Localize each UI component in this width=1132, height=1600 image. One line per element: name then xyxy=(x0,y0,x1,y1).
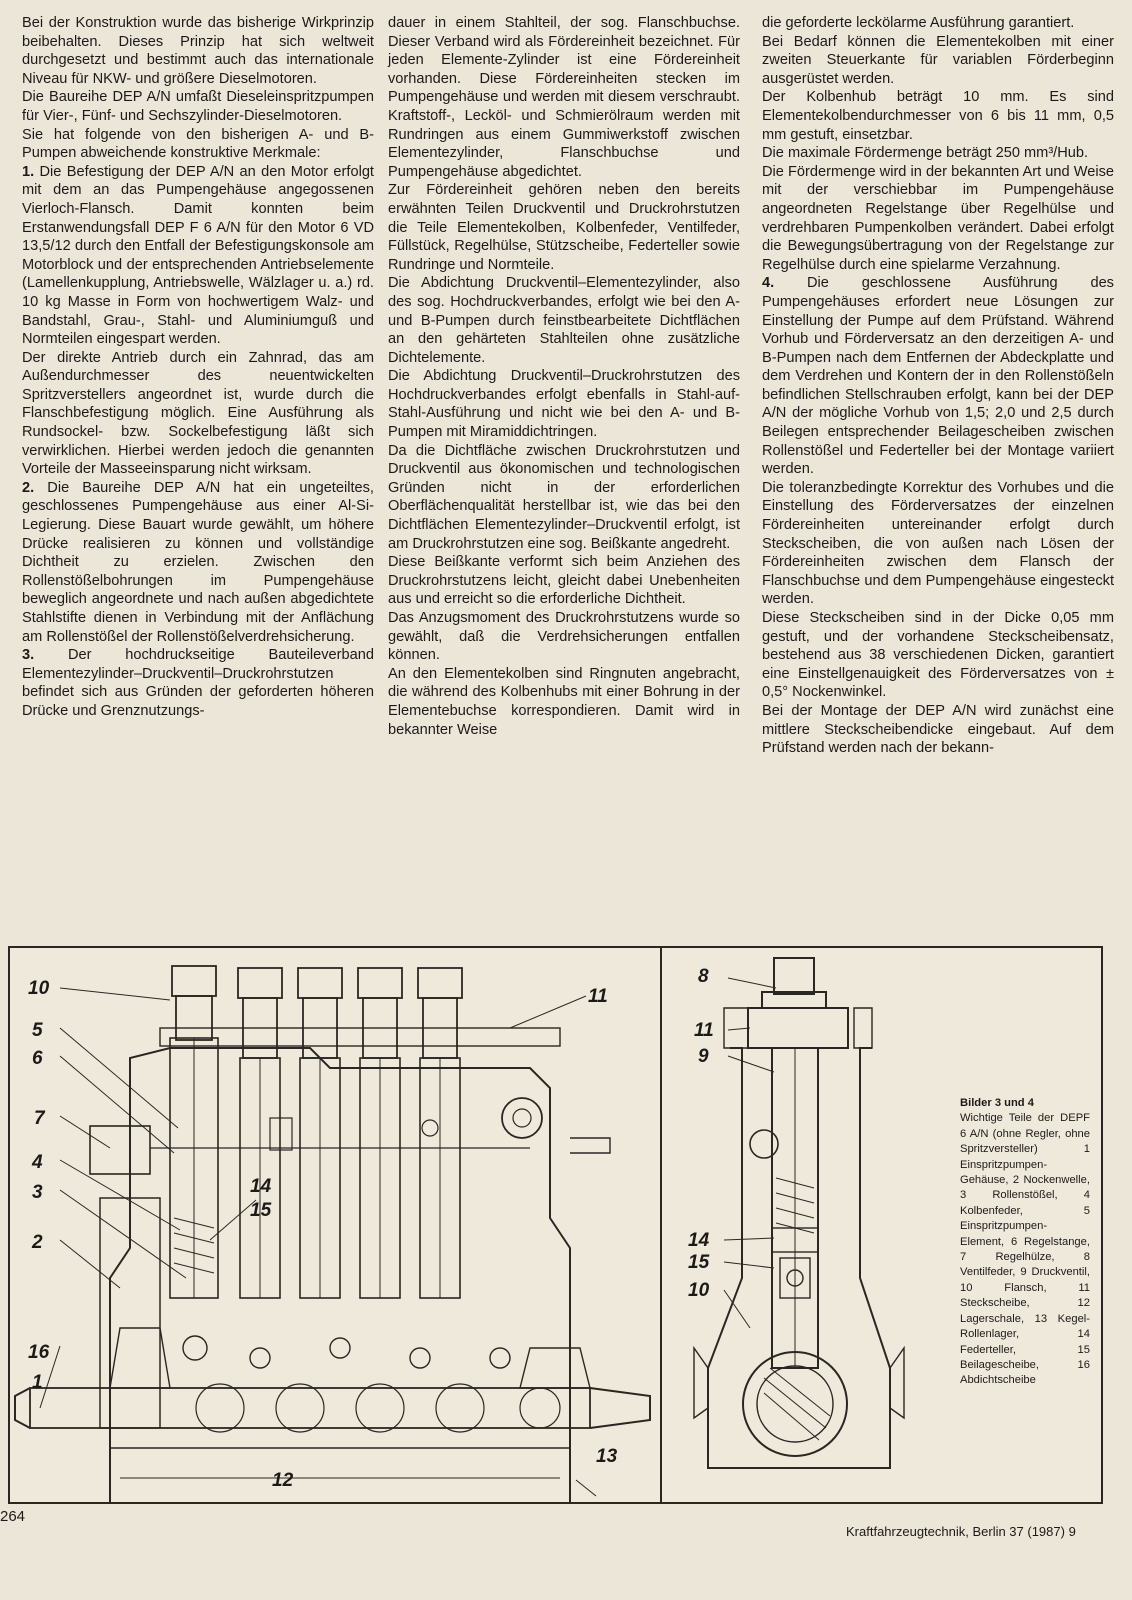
footer-source: Kraftfahrzeugtechnik, Berlin 37 (1987) 9 xyxy=(846,1524,1076,1539)
paragraph xyxy=(762,702,1114,758)
paragraph xyxy=(22,349,374,479)
paragraph xyxy=(762,274,1114,479)
paragraph-text: Zur Fördereinheit gehören neben den bereits erwähnten Teilen Druckventil und Druckrohrstutzen die Teile Elementekolben, Kolbenfeder, Ventilfeder, Füllstück, Regelhülse, Stützscheibe, Federteller sowie Rundringe und Normteile. xyxy=(388,182,740,273)
label-3-left: 3 xyxy=(32,1182,43,1203)
text-column-1 xyxy=(22,14,374,721)
label-12-left: 12 xyxy=(272,1470,294,1491)
paragraph xyxy=(762,88,1114,144)
paragraph xyxy=(22,88,374,125)
paragraph xyxy=(762,14,1114,33)
paragraph-text: Bei der Montage der DEP A/N wird zunächst eine mittlere Steckscheibendicke eingebaut. Auf dem Prüfstand werden nach der bekann- xyxy=(762,702,1114,757)
paragraph-text: Die Baureihe DEP A/N umfaßt Dieseleinspritzpumpen für Vier-, Fünf- und Sechszylinder-Dieselmotoren. xyxy=(22,89,374,124)
paragraph-text: Das Anzugsmoment des Druckrohrstutzens wurde so gewählt, daß die Verdrehsicherungen entfallen können. xyxy=(388,610,740,664)
paragraph-text: An den Elementekolben sind Ringnuten angebracht, die während des Kolbenhubs mit einer Bohrung in der Elementebuchse korrespondieren. Damit wird in bekannter Weise xyxy=(388,665,740,738)
paragraph-text: Der hochdruckseitige Bauteileverband Elementezylinder–Druckventil–Druckrohrstutzen befindet sich aus Gründen der geforderten höheren Drücke und Grenznutzungs- xyxy=(22,647,374,719)
list-number: 4. xyxy=(762,275,775,292)
paragraph xyxy=(22,163,374,349)
label-1-left: 1 xyxy=(32,1372,43,1393)
paragraph-text: Die Fördermenge wird in der bekannten Art und Weise mit der verschiebbar im Pumpengehäuse angeordneten Regelstange über Regelhülse und verdrehbaren Pumpenkolben verändert. Dabei erfolgt die Bewegungsübertragung von der Regelstange zur Regelhülse durch eine spielarme Verzahnung. xyxy=(762,163,1114,273)
label-14-right: 14 xyxy=(688,1230,710,1251)
paragraph-text: Die Abdichtung Druckventil–Druckrohrstutzen des Hochdruckverbandes erfolgt ebenfalls in Stahl-auf-Stahl-Ausführung und nicht wie bei den A- und B-Pumpen mit Miramiddichtringen. xyxy=(388,368,740,441)
label-14-left: 14 xyxy=(250,1176,272,1197)
page-number: 264 xyxy=(0,1508,26,1525)
paragraph xyxy=(762,163,1114,275)
label-11-right: 11 xyxy=(694,1020,714,1041)
paragraph-text: Die toleranzbedingte Korrektur des Vorhubes und die Einstellung des Förderversatzes der einzelnen Fördereinheiten untereinander erfolgt durch Steckscheiben, die von außen nach Lösen der Fördereinheiten zwischen dem Flansch der Flanschbuchse und dem Pumpengehäuse eingesteckt werden. xyxy=(762,479,1114,608)
pump-cross-section-drawing xyxy=(664,948,954,1502)
paragraph xyxy=(388,665,740,739)
paragraph-text: Die Befestigung der DEP A/N an den Motor erfolgt mit dem an das Pumpengehäuse angegossenen Vierloch-Flansch. Damit konnten beim Erstanwendungsfall DEP F 6 A/N für den Motor 6 VD 13,5/12 durch den Entfall der Befestigungskonsole am Motorblock und der entsprechenden Antriebselemente (Lamellenkupplung, Antriebswelle, Wälzlager u. a.) rd. 10 kg Masse in Form von hochwertigem Walz- und Bandstahl, Grau-, Stahl- und Aluminiumguß und Normteilen eingespart werden. xyxy=(22,163,374,348)
paragraph-text: Der direkte Antrieb durch ein Zahnrad, das am Außendurchmesser des neuentwickelten Spritzverstellers angeordnet ist, wurde durch die Flanschbefestigung möglich. Eine Ausführung als Rundsockel- bzw. Sockelbefestigung läßt sich verwirklichen. Hierbei werden jedoch die genannten Vorteile der Masseeinsparung nicht wirksam. xyxy=(22,349,374,478)
paragraph xyxy=(22,126,374,163)
paragraph xyxy=(762,144,1114,163)
label-6-left: 6 xyxy=(32,1048,43,1069)
paragraph xyxy=(388,274,740,367)
pump-longitudinal-section-drawing xyxy=(10,948,658,1502)
label-9-right: 9 xyxy=(698,1046,709,1067)
paragraph-text: die geforderte leckölarme Ausführung garantiert. xyxy=(762,15,1075,31)
paragraph-text: Die geschlossene Ausführung des Pumpengehäuses erfordert neue Lösungen zur Einstellung der Pumpe auf dem Prüfstand. Während Vorhub und Förderversatz an den derzeitigen A- und B-Pumpen nach dem Entfernen der Abdeckplatte und dem Verdrehen und Kontern der in den Rollenstößeln befindlichen Stellschrauben erfolgt, kann bei der DEP A/N der mögliche Vorhub von 1,5; 2,0 und 2,5 durch Beilegen entsprechender Beilagescheiben zwischen Rollenstößel und Federteller bei der Montage variiert werden. xyxy=(762,275,1114,478)
label-15-right: 15 xyxy=(688,1252,710,1273)
paragraph-text: Die Baureihe DEP A/N hat ein ungeteiltes, geschlossenes Pumpengehäuse aus einer Al-Si-Legierung. Diese Bauart wurde gewählt, um höhere Drücke realisieren zu können und vollständige Dichtheit zu erzielen. Zwischen den Rollenstößelbohrungen im Pumpengehäuse beweglich angeordnete und nach außen abgedichtete Stahlstifte dienen in Verbindung mit der Anflächung am Rollenstößel der Rollenstößelverdrehsicherung. xyxy=(22,479,374,645)
paragraph xyxy=(388,181,740,274)
paragraph xyxy=(388,609,740,665)
paragraph xyxy=(762,609,1114,702)
text-column-2 xyxy=(388,14,740,739)
label-2-left: 2 xyxy=(32,1232,43,1253)
label-8-right: 8 xyxy=(698,966,709,987)
caption-text: Wichtige Teile der DEPF 6 A/N (ohne Regler, ohne Spritzversteller) 1 Einspritzpumpen-Gehäuse, 2 Nockenwelle, 3 Rollenstößel, 4 Kolbenfeder, 5 Einspritzpumpen-Element, 6 Regelstange, 7 Regelhülze, 8 Ventilfeder, 9 Druckventil, 10 Flansch, 11 Steckscheibe, 12 Lagerschale, 13 Kegel-Rollenlager, 14 Federteller, 15 Beilagescheibe, 16 Abdichtscheibe xyxy=(960,1112,1090,1387)
label-4-left: 4 xyxy=(32,1152,43,1173)
text-column-3 xyxy=(762,14,1114,758)
caption-title: Bilder 3 und 4 xyxy=(960,1097,1034,1109)
list-number: 3. xyxy=(22,647,35,664)
paragraph xyxy=(762,479,1114,609)
label-7-left: 7 xyxy=(34,1108,45,1129)
list-number: 2. xyxy=(22,479,35,496)
paragraph-text: Sie hat folgende von den bisherigen A- und B-Pumpen abweichende konstruktive Merkmale: xyxy=(22,126,374,162)
paragraph xyxy=(762,33,1114,89)
label-13-left: 13 xyxy=(596,1446,618,1467)
paragraph xyxy=(22,14,374,88)
label-15-left: 15 xyxy=(250,1200,272,1221)
paragraph xyxy=(388,14,740,181)
paragraph-text: Bei der Konstruktion wurde das bisherige Wirkprinzip beibehalten. Dieses Prinzip hat sich weltweit durchgesetzt und bestimmt auch das internationale Niveau für NKW- und größere Dieselmotoren. xyxy=(22,15,374,87)
paragraph xyxy=(388,442,740,554)
list-number: 1. xyxy=(22,163,35,180)
label-11-left: 11 xyxy=(588,986,608,1007)
label-10-left: 10 xyxy=(28,978,50,999)
paragraph-text: Diese Steckscheiben sind in der Dicke 0,05 mm gestuft, und der vorhandene Steckscheibensatz, bestehend aus 38 verschiedenen Dicken, garantiert eine Einstellgenauigkeit des Förderversatzes von ± 0,5° Nockenwinkel. xyxy=(762,610,1114,701)
paragraph-text: dauer in einem Stahlteil, der sog. Flanschbuchse. Dieser Verband wird als Fördereinheit bezeichnet. Für jeden Elemente-Zylinder ist eine Fördereinheit vorhanden. Diese Fördereinheiten stecken im Pumpengehäuse und werden mit diesem verschraubt. Kraftstoff-, Lecköl- und Schmierölraum werden mit Rundringen aus einem Gummiwerkstoff zwischen Elementezylinder, Flanschbuchse und Pumpengehäuse abgedichtet. xyxy=(388,15,740,180)
paragraph xyxy=(388,553,740,609)
figure-caption xyxy=(960,1096,1090,1389)
paragraph xyxy=(388,367,740,441)
paragraph-text: Die maximale Fördermenge beträgt 250 mm³/Hub. xyxy=(762,145,1089,162)
paragraph xyxy=(22,646,374,720)
paragraph-text: Die Abdichtung Druckventil–Elementezylinder, also des sog. Hochdruckverbandes, erfolgt wie bei den A- und B-Pumpen durch feinstbearbeitete Dichtflächen an den gehärteten Stahlteilen ohne zusätzliche Dichtelemente. xyxy=(388,275,740,366)
label-16-left: 16 xyxy=(28,1342,50,1363)
paragraph-text: Bei Bedarf können die Elementekolben mit einer zweiten Steuerkante für variablen Förderbeginn ausgerüstet werden. xyxy=(762,33,1114,87)
label-10-right: 10 xyxy=(688,1280,710,1301)
paragraph-text: Da die Dichtfläche zwischen Druckrohrstutzen und Druckventil aus ökonomischen und technologischen Gründen nicht in der erforderlichen Oberflächenqualität herstellbar ist, wie das bei den Dichtflächen Elementezylinder–Druckventil erfolgt, ist am Druckrohrstutzen eine sog. Beißkante angedreht. xyxy=(388,442,740,552)
label-5-left: 5 xyxy=(32,1020,43,1041)
paragraph-text: Diese Beißkante verformt sich beim Anziehen des Druckrohrstutzens leicht, gleicht dabei Unebenheiten aus und erreicht so die erforderliche Dichtheit. xyxy=(388,554,740,608)
figure-divider xyxy=(660,946,662,1504)
paragraph-text: Der Kolbenhub beträgt 10 mm. Es sind Elementekolbendurchmesser von 6 bis 11 mm, 0,5 mm gestuft, einsetzbar. xyxy=(762,89,1114,143)
paragraph xyxy=(22,479,374,646)
